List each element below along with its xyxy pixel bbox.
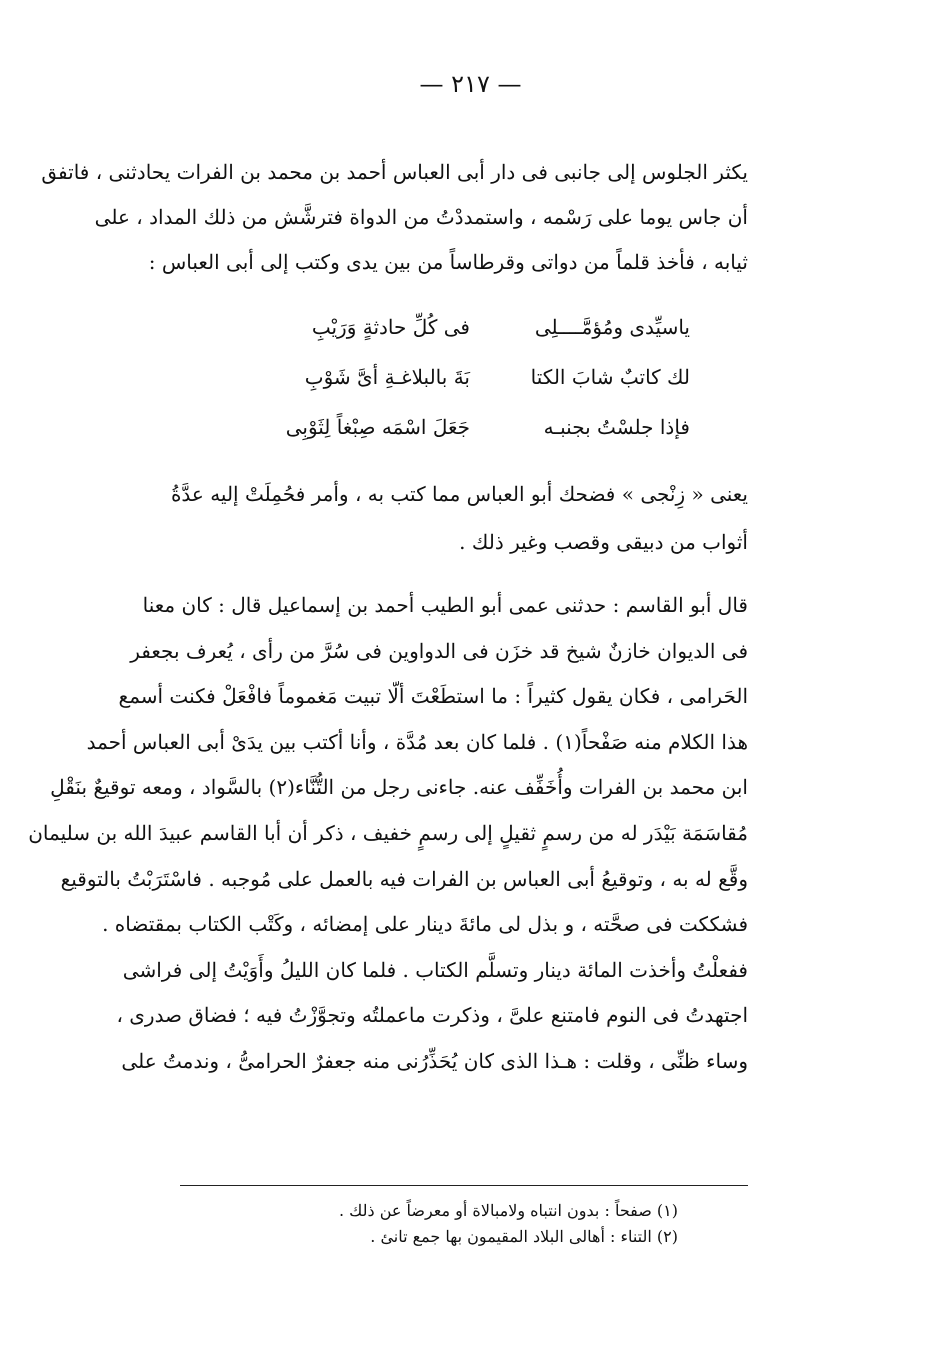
footnote-divider bbox=[180, 1185, 748, 1186]
verse-second-hemistich: فى كُلِّ حادثةٍ وَرَيْبِ bbox=[311, 315, 470, 339]
footnote: (١) صفحاً : بدون انتباه ولامبالاة أو معرضاً عن ذلك . bbox=[338, 1201, 678, 1220]
verse-second-hemistich: جَعَلَ اسْمَه صِبْغاً لِثَوْبِى bbox=[285, 415, 470, 439]
text-line: اجتهدتُ فى النوم فامتنع علىَّ ، وذكرت ماعملتُه وتجوَّزْتُ فيه ؛ فضاق صدرى ، bbox=[116, 1003, 748, 1028]
text-line: وقَّع له به ، وتوقيعُ أبى العباس بن الفرات فيه بالعمل على مُوجبه . فاسْتَرَبْتُ بالتوقيع bbox=[60, 866, 748, 891]
text-line: فشككت فى صحَّته ، و بذل لى مائةَ دينار على إمضائه ، وكَتْب الكتاب بمقتضاه . bbox=[102, 912, 748, 937]
verse-first-hemistich: فإذا جلسْتُ بجنبـه bbox=[543, 415, 690, 439]
verse-first-hemistich: لك كاتبٌ شابَ الكتا bbox=[530, 365, 690, 389]
paragraph-1 bbox=[41, 150, 748, 285]
text-line: فى الديوان خازنٌ شيخ قد خزَن فى الدواوين فى سُرَّ من رأى ، يُعرف بجعفر bbox=[130, 638, 748, 663]
text-line: قال أبو القاسم : حدثنى عمى أبو الطيب أحمد بن إسماعيل قال : كان معنا bbox=[142, 593, 748, 617]
paragraph-2 bbox=[170, 470, 748, 566]
verse-line bbox=[270, 302, 690, 352]
footnote: (٢) التناء : أهالى البلاد المقيمون بها جمع تانئ . bbox=[370, 1227, 678, 1246]
text-line: ففعلْتُ وأخذت المائة دينار وتسلَّم الكتاب . فلما كان الليلُ وأَوَيْتُ إلى فراشى bbox=[122, 957, 748, 982]
text-line: يكثر الجلوس إلى جانبى فى دار أبى العباس أحمد بن محمد بن الفرات يحادثنى ، فاتفق bbox=[41, 160, 748, 184]
text-line: أن جاس يوما على رَسْمه ، واستمددْتُ من الدواة فترشَّش من ذلك المداد ، على bbox=[94, 205, 748, 229]
text-line: أثواب من دبيقى وقصب وغير ذلك . bbox=[459, 530, 748, 554]
verse-line bbox=[270, 352, 690, 402]
paragraph-3 bbox=[28, 583, 748, 1085]
text-line: يعنى « زِنْجى » فضحك أبو العباس مما كتب به ، وأمر فحُمِلَتْ إليه عدَّةُ bbox=[170, 482, 748, 506]
page-number: — ٢١٧ — bbox=[419, 70, 522, 98]
poem-verses bbox=[270, 302, 690, 452]
text-line: وساء ظنِّى ، وقلت : هـذا الذى كان يُحَذِّرُنى منه جعفرٌ الحرامىُّ ، وندمتُ على bbox=[121, 1048, 748, 1073]
text-line: ثيابه ، فأخذ قلماً من دواتى وقرطاساً من بين يدى وكتب إلى أبى العباس : bbox=[148, 250, 748, 274]
footnotes bbox=[180, 1198, 748, 1250]
text-line: هذا الكلام منه صَفْحاً(١) . فلما كان بعد مُدَّة ، وأنا أكتب بين يدَىْ أبى العباس أحمد bbox=[86, 729, 748, 754]
text-line: مُقاسَمَة بَيْدَر له من رسمٍ ثقيلٍ إلى رسمٍ خفيف ، ذكر أن أبا القاسم عبيدَ الله بن سليمان bbox=[28, 820, 748, 845]
verse-line bbox=[270, 402, 690, 452]
verse-first-hemistich: ياسيِّدى ومُؤمَّــــلِى bbox=[534, 315, 690, 339]
text-line: الحَرامى ، فكان يقول كثيراً : ما استطَعْتَ ألّا تبيت مَغموماً فافْعَلْ فكنت أسمع bbox=[118, 684, 748, 709]
verse-second-hemistich: بَةَ بالبلاغـةِ أىَّ شَوْبِ bbox=[304, 365, 470, 389]
text-line: ابن محمد بن الفرات وأُخَفِّف عنه. جاءنى رجل من التُّنَّاء(٢) بالسَّواد ، ومعه توقيعٌ بنَقْلِ bbox=[50, 775, 748, 800]
